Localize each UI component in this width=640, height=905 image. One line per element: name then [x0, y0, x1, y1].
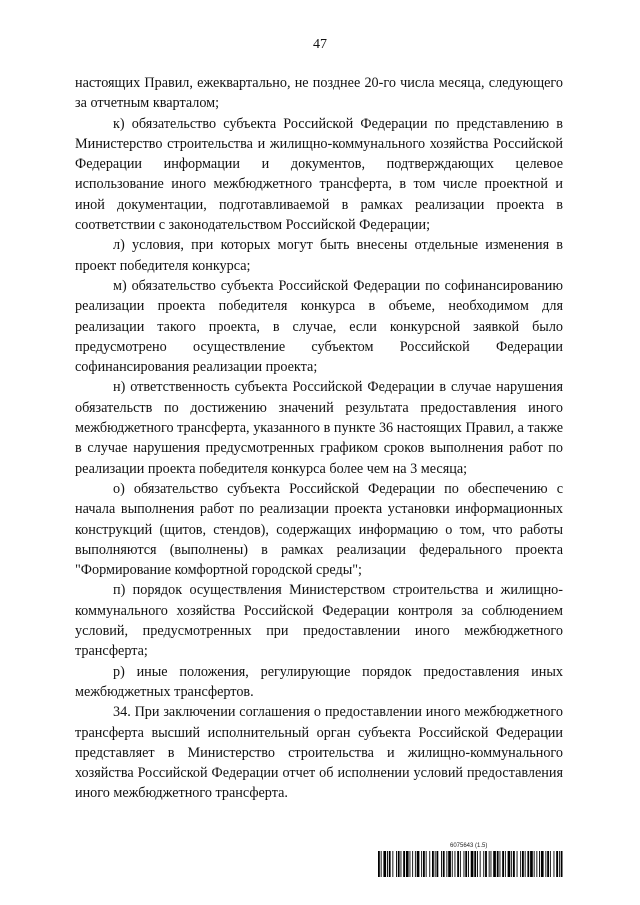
barcode-bar	[547, 851, 549, 877]
barcode-bar	[381, 851, 382, 877]
barcode-bar	[480, 851, 481, 877]
barcode-bar	[435, 851, 436, 877]
barcode-bar	[471, 851, 474, 877]
barcode-bar	[437, 851, 439, 877]
barcode-bar	[383, 851, 386, 877]
barcode-bar	[460, 851, 461, 877]
barcode-bar	[483, 851, 484, 877]
barcode-bar	[500, 851, 501, 877]
barcode-bar	[493, 851, 496, 877]
barcode-bar	[502, 851, 504, 877]
barcode-bar	[464, 851, 465, 877]
barcode-bar	[545, 851, 546, 877]
barcode-bar	[441, 851, 442, 877]
barcode-bar	[530, 851, 533, 877]
barcode-bar	[525, 851, 526, 877]
barcode-bar	[410, 851, 411, 877]
barcode-bar	[468, 851, 469, 877]
barcode-bar	[522, 851, 524, 877]
barcode-bar	[465, 851, 467, 877]
barcode-bar	[406, 851, 409, 877]
barcode-bar	[517, 851, 518, 877]
barcode-bar	[497, 851, 499, 877]
barcode-bar	[421, 851, 422, 877]
barcode-bar	[452, 851, 453, 877]
barcode-bar	[448, 851, 451, 877]
barcode-bar	[505, 851, 506, 877]
page-number: 47	[313, 37, 327, 52]
document-code: 6075643 (1.5)	[450, 843, 488, 849]
barcode-bar	[491, 851, 492, 877]
barcode-bar	[415, 851, 416, 877]
barcode-bar	[387, 851, 388, 877]
barcode-bar	[536, 851, 537, 877]
barcode-bar	[559, 851, 560, 877]
barcode-bar	[412, 851, 413, 877]
barcode-bar	[403, 851, 405, 877]
barcode-bar	[550, 851, 551, 877]
barcode-bar	[455, 851, 456, 877]
barcode-bar	[513, 851, 515, 877]
barcode-bar	[561, 851, 563, 877]
barcode-bar	[446, 851, 447, 877]
barcode-bar	[457, 851, 459, 877]
paragraph-r: р) иные положения, регулирующие порядок предоставления иных межбюджетных трансфертов.	[75, 663, 563, 700]
barcode-bar	[485, 851, 487, 877]
barcode-bar	[429, 851, 430, 877]
barcode-bar	[443, 851, 445, 877]
barcode-bar	[539, 851, 540, 877]
barcode-bar	[426, 851, 427, 877]
barcode-bar	[527, 851, 529, 877]
barcode-bar	[474, 851, 476, 877]
paragraph-m: м) обязательство субъекта Российской Федерации по софинансированию реализации проекта победителя конкурса в объеме, необходимом для реализации такого проекта, в случае, если конкурсной заявкой было предусмотрено осуществление субъектом Российской Федерации софинансирования реализации проекта;	[75, 277, 563, 376]
barcode-bar	[396, 851, 397, 877]
barcode-bar	[489, 851, 490, 877]
barcode-bar	[398, 851, 400, 877]
paragraph-l: л) условия, при которых могут быть внесены отдельные изменения в проект победителя конкурса;	[75, 237, 563, 274]
barcode-bar	[401, 851, 402, 877]
barcode-bar	[389, 851, 391, 877]
paragraph-continuation: настоящих Правил, ежеквартально, не позднее 20-го числа месяца, следующего за отчетным кварталом;	[75, 75, 563, 112]
barcode-bar	[392, 851, 393, 877]
barcode-bar	[541, 851, 544, 877]
barcode-bar	[556, 851, 558, 877]
barcode-bar	[423, 851, 425, 877]
paragraph-k: к) обязательство субъекта Российской Федерации по представлению в Министерство строительства и жилищно-коммунального хозяйства Российской Федерации информации и документов, подтверждающих целевое использование иного межбюджетного трансферта, в том числе проектной и иной документации, подготавливаемой в рамках реализации проекта в соответствии с законодательством Российской Федерации;	[75, 115, 563, 234]
barcode	[378, 851, 563, 877]
barcode-bar	[554, 851, 555, 877]
paragraph-n: н) ответственность субъекта Российской Федерации в случае нарушения обязательств по достижению значений результата предоставления иного межбюджетного трансферта, указанного в пункте 36 настоящих Правил, а также в случае нарушения предусмотренных графиком сроков выполнения работ по реализации проекта победителя конкурса более чем на 3 месяца;	[75, 379, 563, 477]
paragraph-p: п) порядок осуществления Министерством строительства и жилищно-коммунального хозяйства Российской Федерации контроля за соблюдением условий, предусмотренных при предоставлении иного межбюджетного трансферта;	[75, 582, 563, 660]
barcode-bar	[520, 851, 521, 877]
barcode-bar	[432, 851, 434, 877]
barcode-bar	[511, 851, 512, 877]
paragraph-o: о) обязательство субъекта Российской Федерации по обеспечению с начала выполнения работ по реализации проекта установки информационных конструкций (щитов, стендов), содержащих информацию о том, что работы выполняются (выполнены) в рамках реализации федерального проекта "Формирование комфортной городской среды";	[75, 480, 563, 579]
document-body	[75, 73, 563, 804]
barcode-bar	[508, 851, 511, 877]
barcode-bar	[378, 851, 380, 877]
barcode-bar	[534, 851, 535, 877]
paragraph-34: 34. При заключении соглашения о предоставлении иного межбюджетного трансферта высший исполнительный орган субъекта Российской Федерации представляет в Министерство строительства и жилищно-коммунального хозяйства Российской Федерации отчет об исполнении условий предоставления иного межбюджетного трансферта.	[75, 704, 563, 802]
barcode-bar	[477, 851, 478, 877]
barcode-bar	[417, 851, 420, 877]
